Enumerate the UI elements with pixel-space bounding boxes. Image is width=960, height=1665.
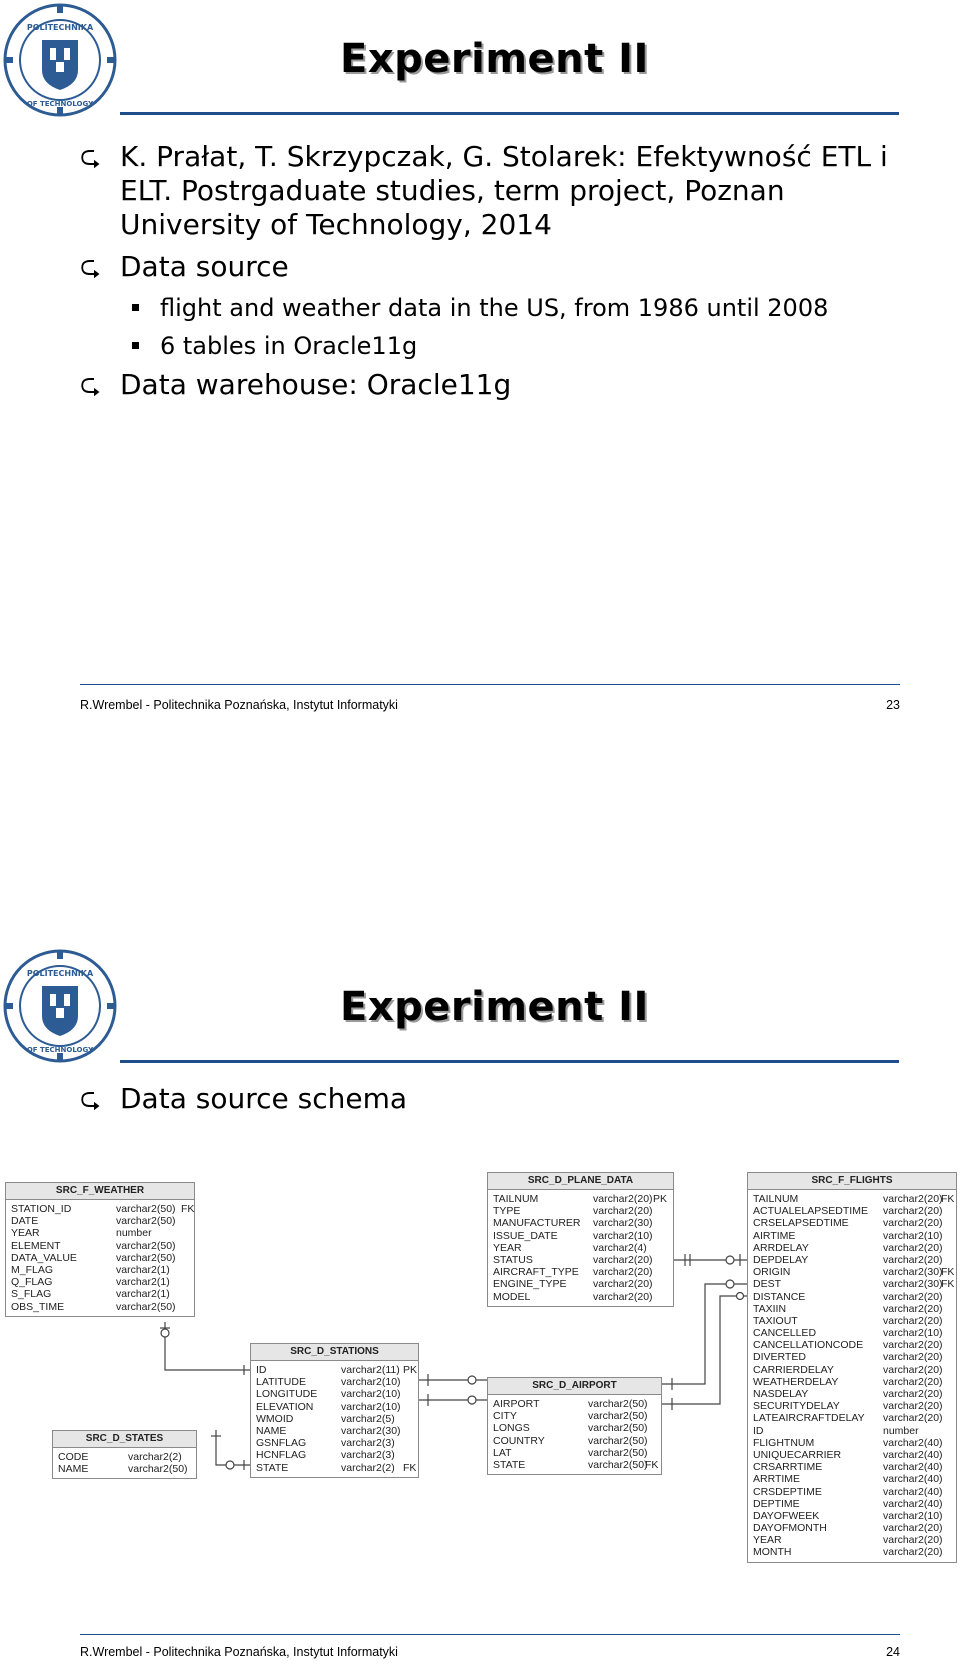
column-type: varchar2(40) [883, 1461, 943, 1474]
column-name: LATITUDE [256, 1376, 306, 1389]
column-type: varchar2(40) [883, 1448, 943, 1461]
column-name: TYPE [493, 1205, 521, 1218]
column-type: varchar2(10) [341, 1388, 401, 1401]
slide-footer [80, 1645, 900, 1659]
column-row [11, 1203, 195, 1215]
column-row [493, 1205, 669, 1217]
slide-title: Experiment II [340, 36, 649, 82]
column-type: varchar2(20) [883, 1217, 943, 1230]
table-name: SRC_D_STATIONS [251, 1344, 418, 1361]
column-type: varchar2(10) [593, 1229, 653, 1242]
column-row [753, 1376, 952, 1388]
svg-text:POLITECHNIKA: POLITECHNIKA [26, 969, 94, 978]
table-name: SRC_F_FLIGHTS [748, 1173, 956, 1190]
column-type: varchar2(30) [593, 1217, 653, 1230]
column-row [493, 1410, 657, 1422]
column-name: LONGS [493, 1422, 530, 1435]
column-name: TAILNUM [493, 1193, 539, 1205]
column-name: LAT [493, 1446, 512, 1459]
column-type: varchar2(20) [883, 1205, 943, 1218]
column-type: varchar2(20) [883, 1534, 943, 1547]
column-row [256, 1437, 414, 1449]
column-row [493, 1217, 669, 1229]
arrow-bullet-icon: ⮎ [80, 370, 101, 400]
slide-title: Experiment II [340, 984, 649, 1030]
column-row [753, 1217, 952, 1229]
column-type: varchar2(40) [883, 1436, 943, 1449]
column-row [753, 1486, 952, 1498]
column-row [753, 1437, 952, 1449]
column-type: varchar2(2) [341, 1461, 395, 1474]
column-name: TAXIOUT [753, 1314, 798, 1327]
column-name: TAXIIN [753, 1302, 787, 1315]
column-row [753, 1193, 955, 1205]
column-row [753, 1230, 952, 1242]
sub-bullet-text: 6 tables in Oracle11g [160, 332, 418, 360]
column-name: CRSELAPSEDTIME [753, 1217, 849, 1230]
column-type: varchar2(20) [593, 1205, 653, 1218]
column-name: STATE [493, 1458, 526, 1471]
column-name: COUNTRY [493, 1434, 545, 1447]
table-stations [250, 1343, 419, 1478]
column-type: varchar2(20) [883, 1546, 943, 1559]
column-type: varchar2(1) [116, 1288, 170, 1301]
column-name: ELEMENT [11, 1239, 61, 1252]
column-row [753, 1498, 952, 1510]
column-row [493, 1459, 657, 1471]
column-key: PK [653, 1193, 668, 1205]
column-row [256, 1376, 414, 1388]
arrow-bullet-icon: ⮎ [80, 142, 101, 172]
column-type: varchar2(20) [593, 1278, 653, 1291]
table-states [52, 1430, 197, 1479]
column-name: ACTUALELAPSEDTIME [753, 1205, 868, 1218]
column-name: CITY [493, 1410, 517, 1423]
page-number: 24 [886, 1645, 900, 1659]
column-type: varchar2(20) [883, 1290, 943, 1303]
column-row [753, 1546, 952, 1558]
column-name: SECURITYDELAY [753, 1400, 840, 1413]
column-name: DATA_VALUE [11, 1251, 77, 1264]
table-name: SRC_D_PLANE_DATA [488, 1173, 673, 1190]
column-row [11, 1227, 190, 1239]
column-row [256, 1388, 414, 1400]
column-name: STATE [256, 1461, 289, 1474]
column-name: M_FLAG [11, 1263, 54, 1276]
column-row [493, 1230, 669, 1242]
column-row [493, 1193, 669, 1205]
column-name: DEST [753, 1278, 782, 1291]
column-row [256, 1413, 414, 1425]
column-type: varchar2(50) [588, 1458, 648, 1471]
column-name: DEPTIME [753, 1497, 800, 1510]
column-type: varchar2(50) [588, 1398, 648, 1410]
column-row [753, 1425, 952, 1437]
column-type: varchar2(1) [116, 1263, 170, 1276]
column-type: varchar2(11) [341, 1364, 400, 1376]
column-name: STATUS [493, 1253, 533, 1266]
column-row [753, 1242, 952, 1254]
column-key: FK [941, 1278, 955, 1291]
column-row [256, 1425, 414, 1437]
column-type: varchar2(40) [883, 1497, 943, 1510]
column-name: NAME [58, 1463, 89, 1476]
column-name: WEATHERDELAY [753, 1375, 839, 1388]
column-type: varchar2(1) [116, 1276, 170, 1289]
column-name: AIRCRAFT_TYPE [493, 1266, 579, 1279]
column-row [753, 1278, 955, 1291]
column-name: OBS_TIME [11, 1300, 65, 1313]
column-type: varchar2(20) [883, 1339, 943, 1352]
column-name: ISSUE_DATE [493, 1229, 558, 1242]
column-type: varchar2(30) [341, 1424, 401, 1437]
column-name: FLIGHTNUM [753, 1436, 815, 1449]
column-name: WMOID [256, 1412, 294, 1425]
column-name: DAYOFMONTH [753, 1522, 827, 1535]
column-type: number [116, 1227, 152, 1240]
column-row [58, 1451, 192, 1463]
footer-text: R.Wrembel - Politechnika Poznańska, Instytut Informatyki [80, 1645, 398, 1659]
column-row [753, 1510, 952, 1522]
column-type: varchar2(50) [116, 1239, 176, 1252]
column-row [753, 1303, 952, 1315]
column-row [256, 1364, 418, 1376]
column-type: varchar2(4) [593, 1241, 647, 1254]
column-type: varchar2(50) [588, 1446, 648, 1459]
column-key: FK [403, 1461, 417, 1474]
column-key: PK [403, 1364, 418, 1376]
column-type: varchar2(20) [883, 1375, 943, 1388]
column-row [58, 1463, 192, 1475]
column-type: varchar2(20) [883, 1241, 943, 1254]
column-name: HCNFLAG [256, 1449, 307, 1462]
column-type: varchar2(20) [883, 1522, 943, 1535]
column-name: AIRPORT [493, 1398, 540, 1410]
column-type: varchar2(20) [593, 1253, 653, 1266]
column-name: DAYOFWEEK [753, 1509, 820, 1522]
column-name: ARRDELAY [753, 1241, 809, 1254]
column-type: varchar2(3) [341, 1437, 395, 1450]
column-row [493, 1435, 657, 1447]
column-row [11, 1252, 190, 1264]
column-row [753, 1461, 952, 1473]
column-row [493, 1447, 657, 1459]
column-key: FK [181, 1203, 195, 1215]
column-type: varchar2(20) [883, 1193, 943, 1205]
column-type: varchar2(50) [116, 1203, 176, 1215]
column-name: ENGINE_TYPE [493, 1278, 567, 1291]
column-row [753, 1327, 952, 1339]
column-row [11, 1240, 190, 1252]
column-type: varchar2(10) [341, 1400, 401, 1413]
column-row [753, 1315, 952, 1327]
column-row [753, 1522, 952, 1534]
column-type: varchar2(20) [883, 1253, 943, 1266]
bullet-text: Data warehouse: Oracle11g [120, 368, 512, 401]
column-row [753, 1266, 955, 1279]
column-name: YEAR [11, 1227, 40, 1240]
column-row [493, 1291, 669, 1303]
column-name: DATE [11, 1215, 39, 1228]
column-type: varchar2(30) [883, 1266, 943, 1279]
column-row [753, 1254, 952, 1266]
svg-text:OF TECHNOLOGY: OF TECHNOLOGY [26, 1046, 94, 1054]
column-row [493, 1254, 669, 1266]
footer-text: R.Wrembel - Politechnika Poznańska, Instytut Informatyki [80, 698, 398, 712]
column-name: MONTH [753, 1546, 792, 1559]
column-name: MANUFACTURER [493, 1217, 581, 1230]
column-type: varchar2(5) [341, 1412, 395, 1425]
column-type: varchar2(40) [883, 1473, 943, 1486]
column-row [753, 1449, 952, 1461]
column-name: NAME [256, 1424, 287, 1437]
column-name: STATION_ID [11, 1203, 72, 1215]
column-row [11, 1288, 190, 1300]
column-type: varchar2(50) [128, 1463, 188, 1476]
column-name: ID [256, 1364, 267, 1376]
table-name: SRC_D_STATES [53, 1431, 196, 1448]
column-type: varchar2(10) [341, 1376, 401, 1389]
column-type: varchar2(40) [883, 1485, 943, 1498]
arrow-bullet-icon: ⮎ [80, 1084, 101, 1114]
table-weather [5, 1182, 195, 1317]
column-name: YEAR [753, 1534, 782, 1547]
column-type: varchar2(20) [593, 1290, 653, 1303]
column-type: varchar2(20) [883, 1388, 943, 1400]
column-row [11, 1276, 190, 1288]
column-name: CODE [58, 1451, 89, 1463]
svg-text:POLITECHNIKA: POLITECHNIKA [26, 23, 94, 32]
column-type: varchar2(20) [883, 1351, 943, 1364]
column-key: FK [645, 1458, 659, 1471]
column-name: CANCELLATIONCODE [753, 1339, 864, 1352]
footer-rule [80, 1634, 900, 1635]
column-type: varchar2(50) [116, 1251, 176, 1264]
column-row [493, 1398, 657, 1410]
column-name: LATEAIRCRAFTDELAY [753, 1412, 865, 1425]
column-name: S_FLAG [11, 1288, 52, 1301]
column-name: YEAR [493, 1241, 522, 1254]
column-name: CARRIERDELAY [753, 1363, 834, 1376]
column-name: TAILNUM [753, 1193, 799, 1205]
page-number: 23 [886, 698, 900, 712]
column-row [256, 1401, 414, 1413]
table-airport [487, 1377, 662, 1475]
column-type: varchar2(30) [883, 1278, 943, 1291]
column-name: UNIQUECARRIER [753, 1448, 842, 1461]
table-plane [487, 1172, 674, 1307]
column-row [753, 1339, 952, 1351]
column-type: varchar2(20) [883, 1302, 943, 1315]
column-row [753, 1534, 952, 1546]
column-name: ID [753, 1424, 764, 1437]
column-type: varchar2(20) [883, 1412, 943, 1425]
column-row [11, 1215, 190, 1227]
column-type: varchar2(50) [588, 1410, 648, 1423]
column-type: varchar2(50) [116, 1215, 176, 1228]
column-type: number [883, 1424, 919, 1437]
column-type: varchar2(10) [883, 1509, 943, 1522]
column-name: NASDELAY [753, 1388, 809, 1400]
column-row [753, 1291, 952, 1303]
column-row [493, 1278, 669, 1290]
column-type: varchar2(50) [588, 1434, 648, 1447]
column-name: AIRTIME [753, 1229, 796, 1242]
column-name: DIVERTED [753, 1351, 806, 1364]
column-row [11, 1301, 190, 1313]
arrow-bullet-icon: ⮎ [80, 252, 101, 282]
column-name: DEPDELAY [753, 1253, 809, 1266]
column-type: varchar2(20) [883, 1400, 943, 1413]
table-name: SRC_D_AIRPORT [488, 1378, 661, 1395]
column-type: varchar2(50) [588, 1422, 648, 1435]
column-type: varchar2(10) [883, 1327, 943, 1340]
column-name: MODEL [493, 1290, 531, 1303]
column-type: varchar2(50) [116, 1300, 176, 1313]
table-flights [747, 1172, 957, 1563]
column-row [753, 1412, 952, 1424]
column-type: varchar2(20) [593, 1266, 653, 1279]
column-name: CRSDEPTIME [753, 1485, 822, 1498]
column-type: varchar2(10) [883, 1229, 943, 1242]
column-row [493, 1422, 657, 1434]
bullet-text: Data source schema [120, 1082, 408, 1115]
sub-bullet-text: flight and weather data in the US, from 1986 until 2008 [160, 294, 829, 322]
column-key: FK [941, 1266, 955, 1279]
column-row [753, 1473, 952, 1485]
column-name: CANCELLED [753, 1327, 817, 1340]
column-row [493, 1266, 669, 1278]
column-name: DISTANCE [753, 1290, 806, 1303]
column-row [493, 1242, 669, 1254]
column-name: GSNFLAG [256, 1437, 307, 1450]
column-type: varchar2(20) [883, 1314, 943, 1327]
column-type: varchar2(20) [883, 1363, 943, 1376]
column-row [256, 1461, 417, 1474]
column-name: CRSARRTIME [753, 1461, 823, 1474]
bullet-text: Data source [120, 250, 289, 283]
column-row [753, 1364, 952, 1376]
column-row [753, 1388, 952, 1400]
bullet-text: K. Prałat, T. Skrzypczak, G. Stolarek: Efektywność ETL i ELT. Postrgaduate studies, term project, Poznan University of Technology, 2014 [120, 140, 888, 241]
column-name: Q_FLAG [11, 1276, 53, 1289]
column-name: ARRTIME [753, 1473, 801, 1486]
column-row [753, 1351, 952, 1363]
column-type: varchar2(2) [128, 1451, 182, 1463]
table-name: SRC_F_WEATHER [6, 1183, 194, 1200]
column-row [753, 1400, 952, 1412]
column-type: varchar2(20) [593, 1193, 653, 1205]
column-row [11, 1264, 190, 1276]
svg-text:OF TECHNOLOGY: OF TECHNOLOGY [26, 100, 94, 108]
column-name: ORIGIN [753, 1266, 791, 1279]
column-name: LONGITUDE [256, 1388, 318, 1401]
column-type: varchar2(3) [341, 1449, 395, 1462]
column-row [256, 1449, 414, 1461]
column-row [753, 1205, 952, 1217]
column-key: FK [941, 1193, 955, 1205]
column-name: ELEVATION [256, 1400, 314, 1413]
